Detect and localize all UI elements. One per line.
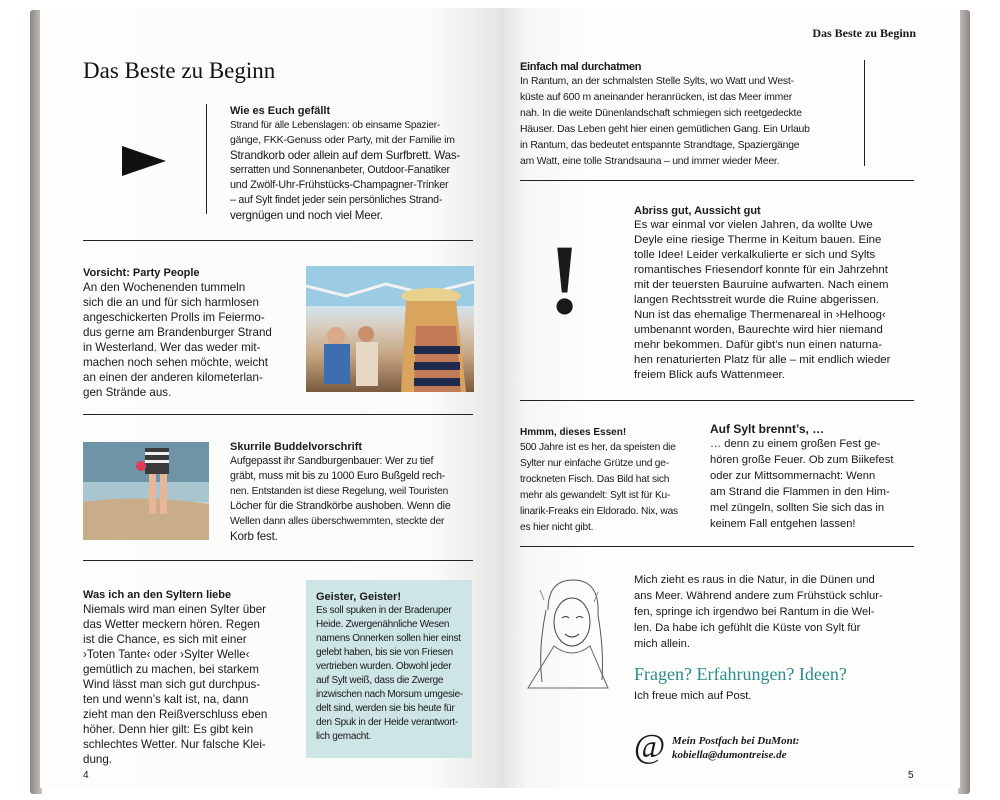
text-line: das Wetter meckern hören. Regen <box>83 618 261 631</box>
text-line: und Zwölf-Uhr-Frühstücks-Champagner-Trinker <box>230 179 449 191</box>
text-line: nah. In die weite Dünenlandschaft schmiegen sich reetgedeckte <box>520 108 802 119</box>
text-line: Nun ist das ehemalige Thermenareal in ›Helhoog‹ <box>634 309 886 321</box>
text-line: zieht man den Reißverschluss eben <box>83 708 268 721</box>
author-intro <box>634 572 924 704</box>
section-text <box>230 118 480 223</box>
text-line: Heide. Zwergenähnliche Wesen <box>316 619 450 630</box>
party-photo <box>306 266 474 392</box>
author-sketch <box>518 570 618 690</box>
exclamation-mark: ! <box>548 224 582 335</box>
divider <box>83 560 473 561</box>
text-line: es hier nicht gibt. <box>520 522 594 533</box>
text-line: Es war einmal vor vielen Jahren, da wollte Uwe <box>634 219 873 231</box>
text-line: küste auf 600 m aneinander heranrücken, ist das Meer immer <box>520 92 792 103</box>
text-line: … denn zu einem großen Fest ge- <box>710 438 881 450</box>
text-line: lich gemacht. <box>316 731 372 742</box>
text-line: Aufgepasst ihr Sandburgenbauer: Wer zu tief <box>230 455 434 467</box>
text-line: delt sind, werden sie bis heute für <box>316 703 455 714</box>
text-line: trockneten Fisch. Das Bild hat sich <box>520 474 670 485</box>
at-sign-icon: @ <box>634 728 666 765</box>
section-heading: Hmmm, dieses Essen! <box>520 427 627 438</box>
divider <box>520 400 914 401</box>
section-sylter-liebe <box>83 588 298 767</box>
text-line: fen, springe ich irgendwo bei Rantum in die Wel- <box>634 606 875 618</box>
section-text <box>520 440 696 536</box>
mailbox-info <box>672 734 799 762</box>
text-line: den Spuk in der Heide verantwort- <box>316 717 458 728</box>
text-line: schlechtes Wetter. Nur falsche Klei- <box>83 738 266 751</box>
box-text <box>316 604 470 744</box>
section-abriss <box>634 204 918 383</box>
text-line: angeschickerten Prolls im Feiermo- <box>83 311 265 324</box>
text-line: in Rantum, das bedeutet entspannte Strandtage, Spaziergänge <box>520 140 800 151</box>
text-line: ans Meer. Während andere zum Frühstück schlur- <box>634 590 883 602</box>
section-brennt <box>710 422 920 532</box>
text-line: höher. Denn hier gilt: Es gibt kein <box>83 723 254 736</box>
text-line: mehr als gewandelt: Sylt ist für Ku- <box>520 490 671 501</box>
email-link[interactable]: kobiella@dumontreise.de <box>672 749 787 761</box>
text-line: Löcher für die Strandkörbe aushoben. Wenn die <box>230 500 451 512</box>
text-line: hen renaturierten Platz für alle – mit endlich wieder <box>634 354 891 366</box>
text-line: mel züngeln, sollten Sie sich das in <box>710 502 885 514</box>
text-line: mit der teuersten Bauruine aufwarten. Nach einem <box>634 279 889 291</box>
text-line: am Strand die Flammen in den Him- <box>710 486 890 498</box>
text-line: Mich zieht es raus in die Natur, in die Dünen und <box>634 574 875 586</box>
section-heading: Skurrile Buddelvorschrift <box>230 441 363 453</box>
text-line: linarik-Freaks ein Eldorado. Nix, was <box>520 506 678 517</box>
text-line: dung. <box>83 753 113 766</box>
text-line: ›Toten Tante‹ oder ›Sylter Welle‹ <box>83 648 250 661</box>
text-line: 500 Jahre ist es her, da speisten die <box>520 442 676 453</box>
text-line: dus gerne am Brandenburger Strand <box>83 326 272 339</box>
text-line: keinem Fall entgehen lassen! <box>710 518 856 530</box>
section-heading: Einfach mal durchatmen <box>520 61 642 73</box>
text-line: serratten und Sonnenanbeter, Outdoor-Fanatiker <box>230 164 450 176</box>
text-line: inzwischen nach Morsum umgesie- <box>316 689 463 700</box>
text-line: nen. Entstanden ist diese Regelung, weil Touristen <box>230 486 449 497</box>
left-page <box>40 8 500 788</box>
text-line: vertrieben wurden. Obwohl jeder <box>316 661 452 672</box>
section-heading: Was ich an den Syltern liebe <box>83 589 232 601</box>
text-line: len. Da habe ich gefühlt die Küste von Sylt für <box>634 622 861 634</box>
text-line: mich allein. <box>634 638 690 650</box>
text-line: Häuser. Das Leben geht hier einen gemütlichen Gang. Ein Urlaub <box>520 124 810 135</box>
section-text <box>83 602 298 767</box>
text-line: romantisches Friesendorf konnte für ein Jahrzehnt <box>634 264 888 276</box>
right-page <box>500 8 960 788</box>
question-heading: Fragen? Erfahrungen? Ideen? <box>634 664 847 684</box>
text-line: ist die Chance, es sich mit einer <box>83 633 247 646</box>
section-text <box>230 454 480 544</box>
text-line: machen noch sehen möchte, weicht <box>83 356 268 369</box>
divider <box>83 414 473 415</box>
post-text: Ich freue mich auf Post. <box>634 690 752 702</box>
page-number: 4 <box>83 770 89 781</box>
text-line: umbenannt worden, Baurechte wird hier niemand <box>634 324 883 336</box>
divider <box>83 240 473 241</box>
section-text <box>710 436 920 532</box>
section-durchatmen <box>520 60 850 170</box>
section-heading: Vorsicht: Party People <box>83 267 200 279</box>
text-line: Niemals wird man einen Sylter über <box>83 603 266 616</box>
section-text <box>634 218 918 383</box>
section-party-people <box>83 266 293 400</box>
section-essen <box>520 426 696 536</box>
text-line: tolle Idee! Leider verkalkulierte er sich und Sylts <box>634 249 876 261</box>
text-line: gräbt, muss mit bis zu 1000 Euro Bußgeld rech- <box>230 470 446 482</box>
play-arrow-icon <box>122 146 168 176</box>
section-text <box>83 280 293 400</box>
text-line: Deyle eine riesige Therme in Keitum bauen. Eine <box>634 234 882 246</box>
divider-vertical <box>206 104 207 214</box>
text-line: Wellen dann alles überschwemmten, steckte der <box>230 516 445 527</box>
text-line: mehr bekommen. Dafür gibt’s nun einen naturna- <box>634 339 882 351</box>
divider-vertical <box>864 60 865 166</box>
text-line: in Westerland. Wer das weder mit- <box>83 341 261 354</box>
text-line: namens Onnerken sollen hier einst <box>316 633 461 644</box>
section-buddelvorschrift <box>230 440 480 544</box>
text-line: hören große Feuer. Ob zum Biikefest <box>710 454 894 466</box>
text-line: gemütlich zu machen, bei starkem <box>83 663 259 676</box>
text-line: an einen der anderen kilometerlan- <box>83 371 263 384</box>
mailbox-label: Mein Postfach bei DuMont: <box>672 735 800 747</box>
text-line: langen Rechtsstreit wurde die Ruine abgerissen. <box>634 294 880 306</box>
text-line: gelebt haben, bis sie von Friesen <box>316 647 453 658</box>
text-line: – auf Sylt findet jeder sein persönliches Strand- <box>230 194 443 206</box>
text-line: am Watt, eine tolle Strandsauna – und immer wieder Meer. <box>520 156 780 167</box>
box-heading: Geister, Geister! <box>316 591 401 603</box>
text-line: Korb fest. <box>230 530 278 543</box>
text-line: sich die an und für sich harmlosen <box>83 296 259 309</box>
author-text <box>634 572 924 652</box>
info-box-geister <box>306 580 472 758</box>
text-line: oder zur Mittsommernacht: Wenn <box>710 470 876 482</box>
page-title: Das Beste zu Beginn <box>83 58 276 83</box>
section-text <box>520 74 850 170</box>
text-line: gen Strände aus. <box>83 386 172 399</box>
section-heading: Abriss gut, Aussicht gut <box>634 205 761 217</box>
text-line: Sylter nur einfache Grütze und ge- <box>520 458 669 469</box>
text-line: Strand für alle Lebenslagen: ob einsame Spazier- <box>230 120 440 131</box>
page-number: 5 <box>908 770 914 781</box>
text-line: gänge, FKK-Genuss oder Party, mit der Familie im <box>230 134 455 146</box>
text-line: Es soll spuken in der Braderuper <box>316 605 452 616</box>
divider <box>520 546 914 547</box>
beach-child-photo <box>83 442 209 540</box>
text-line: vergnügen und noch viel Meer. <box>230 209 383 222</box>
section-heading: Auf Sylt brennt’s, … <box>710 422 825 436</box>
text-line: Wind lässt man sich gut durchpus- <box>83 678 261 691</box>
divider <box>520 180 914 181</box>
section-heading: Wie es Euch gefällt <box>230 105 331 117</box>
text-line: An den Wochenenden tummeln <box>83 281 246 294</box>
text-line: freiem Blick aufs Wattenmeer. <box>634 369 785 381</box>
text-line: In Rantum, an der schmalsten Stelle Sylts, wo Watt und West- <box>520 76 794 87</box>
running-head: Das Beste zu Beginn <box>812 26 916 40</box>
text-line: Strandkorb oder allein auf dem Surfbrett. Was- <box>230 149 461 162</box>
text-line: ten und wenn’s kalt ist, na, dann <box>83 693 249 706</box>
text-line: auf Sylt weiß, dass die Zwerge <box>316 675 444 686</box>
section-wie-es-euch-gefaellt <box>230 104 480 223</box>
